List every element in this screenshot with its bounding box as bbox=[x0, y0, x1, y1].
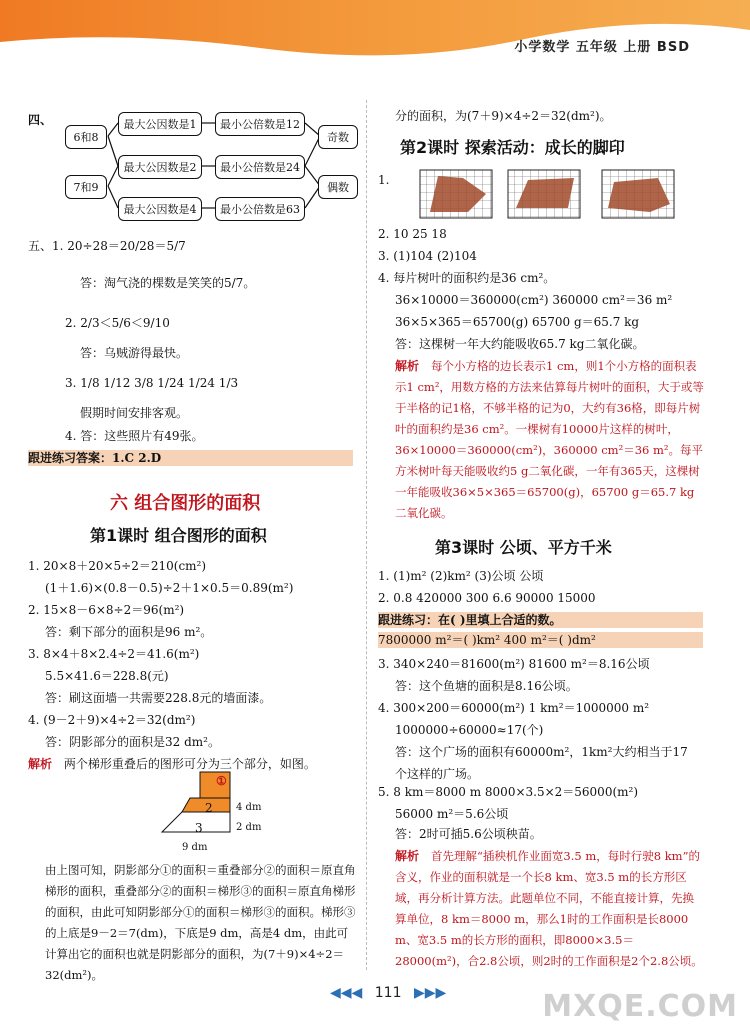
s5: 5. 8 km＝8000 m 8000×3.5×2＝56000(m²) bbox=[378, 785, 639, 799]
fig-label-2: 2 bbox=[205, 801, 213, 815]
s4b: 1000000÷60000≈17(个) bbox=[395, 723, 544, 737]
jiexi-label: 解析 bbox=[28, 757, 53, 771]
r1: 1. bbox=[378, 173, 390, 187]
r3: 3. (1)104 (2)104 bbox=[378, 249, 477, 263]
l2: 2. 15×8－6×8÷2＝96(m²) bbox=[28, 603, 185, 617]
q5-4: 4. 答：这些照片有49张。 bbox=[65, 429, 204, 443]
fig-label-9dm: 9 dm bbox=[182, 842, 208, 853]
s5-answer: 答：2时可插5.6公顷秧苗。 bbox=[395, 827, 542, 841]
r4-answer: 答：这棵树一年大约能吸收65.7 kg二氧化碳。 bbox=[395, 337, 645, 351]
s1: 1. (1)m² (2)km² (3)公顷 公顷 bbox=[378, 569, 544, 583]
r4b: 36×10000＝360000(cm²) 360000 cm²＝36 m² bbox=[395, 293, 673, 307]
s3: 3. 340×240＝81600(m²) 81600 m²＝8.16公顷 bbox=[378, 657, 650, 671]
pair-box: 6和8 bbox=[65, 125, 107, 149]
follow-answer: 跟进练习答案：1.C 2.D bbox=[28, 450, 353, 466]
gcd-box: 最大公因数是4 bbox=[118, 197, 202, 221]
analysis-paragraph: 由上图可知，阴影部分①的面积＝重叠部分②的面积＝原直角梯形的面积，重叠部分②的面积＝梯形③的面积＝原直角梯形的面积，由此可知阴影部分①的面积＝梯形③的面积。梯形③的上底是9－2＝7(dm)，下底是9 dm，高是4 dm，由此可计算出它的面积也就是阴影部分的面积，为(7＋9)×4÷2＝32(dm²)。 bbox=[45, 863, 356, 982]
gcd-box: 最大公因数是1 bbox=[118, 112, 202, 136]
r4c: 36×5×365＝65700(g) 65700 g＝65.7 kg bbox=[395, 315, 640, 329]
s5b: 56000 m²＝5.6公顷 bbox=[395, 807, 509, 821]
follow-practice: 跟进练习：在( )里填上合适的数。 bbox=[378, 612, 703, 628]
leaf-grids bbox=[418, 168, 698, 220]
q4-label: 四、 bbox=[28, 113, 53, 127]
q5-2-answer: 答：乌贼游得最快。 bbox=[80, 346, 189, 360]
chapter-title: 六 组合图形的面积 bbox=[110, 493, 261, 514]
q5-2: 2. 2/3＜5/6＜9/10 bbox=[65, 316, 170, 330]
jiexi2-text: 每个小方格的边长表示1 cm，则1个小方格的面积表示1 cm²，用数方格的方法来估算每片树叶的面积，大于或等于半格的记1格，不够半格的记为0，大约有36格，即每片树叶的面积约是36 cm²。一棵树有10000片这样的树叶，36×10000＝360000(cm²)，360000 cm²＝36 m²。每平方米树叶每天能吸收约5 g二氧化碳，一年有365天，这棵树一年能吸收36×5×365＝65700(g)，65700 g＝65.7 kg二氧化碳。 bbox=[395, 359, 704, 520]
jiexi3-label: 解析 bbox=[395, 849, 420, 863]
watermark: MXQE.COM bbox=[542, 989, 738, 1024]
q5-3: 3. 1/8 1/12 3/8 1/24 1/24 1/3 bbox=[65, 376, 239, 390]
s2: 2. 0.8 420000 300 6.6 90000 15000 bbox=[378, 591, 596, 605]
page-number: 111 bbox=[374, 985, 402, 1001]
s4-answer-2: 个这样的广场。 bbox=[395, 767, 480, 781]
prev-arrows-icon: ◀◀◀ bbox=[330, 985, 363, 1001]
fig-label-4dm: 4 dm bbox=[236, 802, 262, 813]
l3b: 5.5×41.6＝228.8(元) bbox=[45, 669, 169, 683]
parity-box: 偶数 bbox=[318, 175, 358, 199]
l3-answer: 答：刷这面墙一共需要228.8元的墙面漆。 bbox=[45, 691, 272, 705]
lesson-title: 第1课时 组合图形的面积 bbox=[90, 526, 267, 545]
l3: 3. 8×4＋8×2.4÷2＝41.6(m²) bbox=[28, 647, 200, 661]
r4: 4. 每片树叶的面积约是36 cm²。 bbox=[378, 271, 556, 285]
parity-box: 奇数 bbox=[318, 125, 358, 149]
fig-label-3: 3 bbox=[195, 821, 203, 835]
q5-1-answer: 答：淘气浇的棵数是笑笑的5/7。 bbox=[80, 276, 256, 290]
page-number-area bbox=[330, 985, 446, 1001]
fig-label-2dm: 2 dm bbox=[236, 822, 262, 833]
lcm-box: 最小公倍数是63 bbox=[215, 197, 305, 221]
lesson2-title: 第2课时 探索活动：成长的脚印 bbox=[400, 138, 625, 157]
lesson3-title: 第3课时 公顷、平方千米 bbox=[435, 538, 612, 557]
follow-practice-2: 7800000 m²＝( )km² 400 m²＝( )dm² bbox=[378, 632, 703, 648]
next-arrows-icon: ▶▶▶ bbox=[413, 985, 447, 1001]
column-divider bbox=[366, 100, 367, 970]
pair-box: 7和9 bbox=[65, 175, 107, 199]
l4: 4. (9－2＋9)×4÷2＝32(dm²) bbox=[28, 713, 196, 727]
l2-answer: 答：剩下部分的面积是96 m²。 bbox=[45, 625, 213, 639]
l1: 1. 20×8＋20×5÷2＝210(cm²) bbox=[28, 559, 207, 573]
q5-1: 五、1. 20÷28＝20/28＝5/7 bbox=[28, 239, 186, 253]
jiexi3-text: 首先理解“插秧机作业面宽3.5 m，每时行驶8 km”的含义，作业的面积就是一个长8 km、宽3.5 m的长方形区域，再分析计算方法。此题单位不同，不能直接计算，先换算单位，8 km＝8000 m，那么1时的工作面积是长8000 m、宽3.5 m的长方形的面积，即8000×3.5＝28000(m²)，合2.8公顷，则2时的工作面积是2个2.8公顷。 bbox=[395, 849, 703, 968]
l1b: (1＋1.6)×(0.8－0.5)÷2＋1×0.5＝0.89(m²) bbox=[45, 581, 294, 595]
r2: 2. 10 25 18 bbox=[378, 227, 447, 241]
lcm-box: 最小公倍数是24 bbox=[215, 155, 305, 179]
right-top-line: 分的面积，为(7＋9)×4÷2＝32(dm²)。 bbox=[395, 109, 612, 123]
l4-answer: 答：阴影部分的面积是32 dm²。 bbox=[45, 735, 220, 749]
s3-answer: 答：这个鱼塘的面积是8.16公顷。 bbox=[395, 679, 578, 693]
header-title: 小学数学 五年级 上册 BSD bbox=[514, 40, 690, 55]
jiexi-text: 两个梯形重叠后的图形可分为三个部分，如图。 bbox=[63, 757, 316, 771]
q5-3-answer: 假期时间安排客观。 bbox=[80, 406, 189, 420]
gcd-box: 最大公因数是2 bbox=[118, 155, 202, 179]
fig-label-1: ① bbox=[216, 774, 227, 788]
page-header bbox=[0, 0, 750, 62]
s4-answer: 答：这个广场的面积有60000m²，1km²大约相当于17 bbox=[395, 745, 688, 759]
s4: 4. 300×200＝60000(m²) 1 km²＝1000000 m² bbox=[378, 701, 650, 715]
lcm-box: 最小公倍数是12 bbox=[215, 112, 305, 136]
jiexi2-label: 解析 bbox=[395, 359, 420, 373]
